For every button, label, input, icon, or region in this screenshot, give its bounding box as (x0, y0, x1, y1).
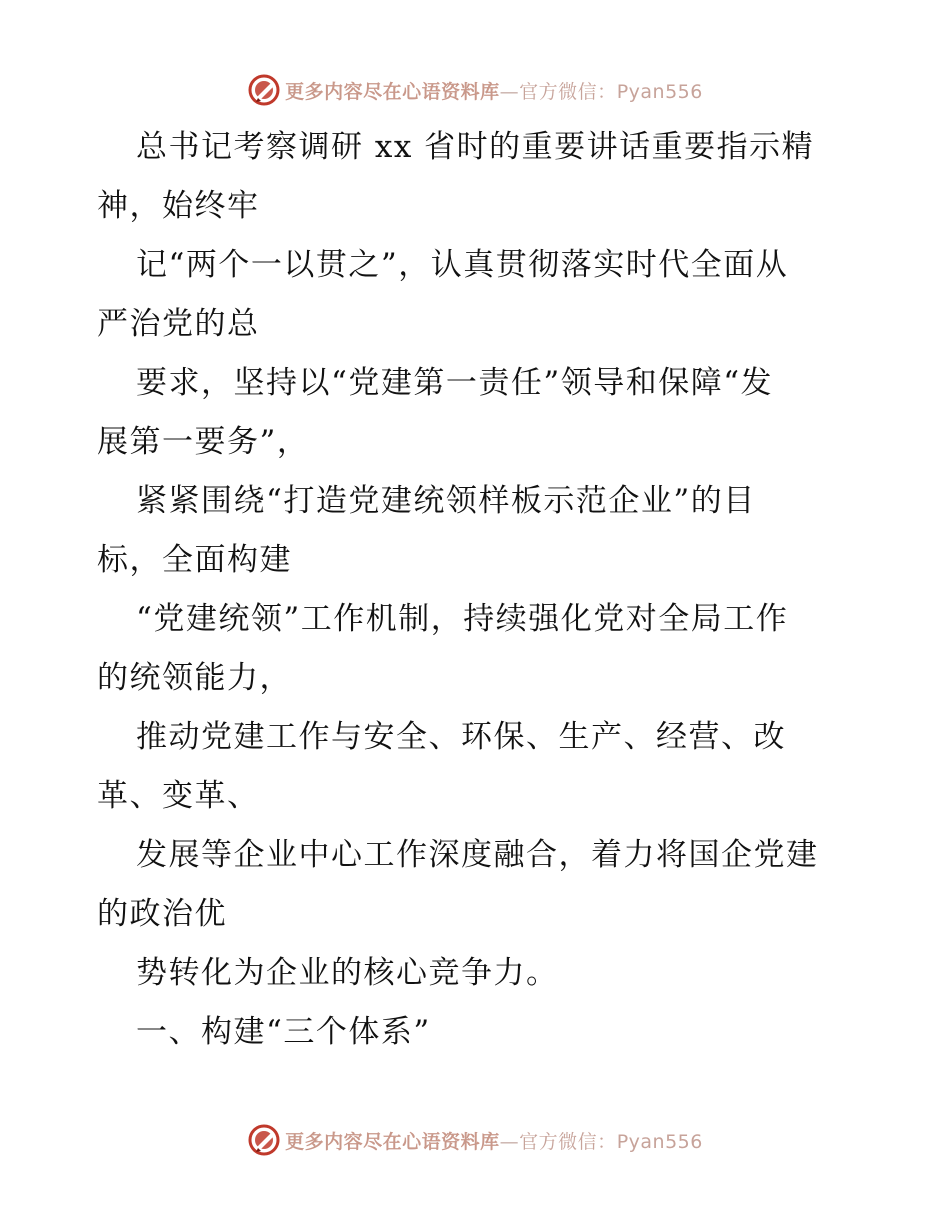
body-line: 紧紧围绕“打造党建统领样板示范企业”的目 (136, 483, 756, 519)
header-banner-text (285, 77, 703, 104)
document-body (97, 118, 877, 1062)
header-watermark-banner (0, 70, 950, 110)
body-line: 势转化为企业的核心竞争力。 (136, 955, 559, 991)
footer-banner-separator: — (499, 1130, 520, 1153)
header-banner-wechat-id: Pyan556 (616, 80, 703, 103)
body-line: 的政治优 (97, 896, 227, 932)
footer-watermark-banner (0, 1120, 950, 1160)
footer-banner-wechat-id: Pyan556 (616, 1130, 703, 1153)
header-banner-main: 更多内容尽在心语资料库 (285, 80, 500, 103)
body-line: 革、变革、 (97, 778, 260, 814)
section-heading: 一、构建“三个体系” (136, 1014, 431, 1050)
body-line: 记“两个一以贯之”，认真贯彻落实时代全面从 (136, 247, 789, 283)
header-banner-wechat-label: 官方微信： (519, 80, 617, 103)
pen-logo-icon (247, 1123, 281, 1157)
body-line: 严治党的总 (97, 306, 260, 342)
body-line: “党建统领”工作机制，持续强化党对全局工作 (136, 601, 789, 637)
footer-banner-text (285, 1127, 703, 1154)
footer-banner-main: 更多内容尽在心语资料库 (285, 1130, 500, 1153)
body-line: 推动党建工作与安全、环保、生产、经营、改 (136, 719, 786, 755)
body-line: 标，全面构建 (97, 542, 292, 578)
body-line: 神，始终牢 (97, 188, 260, 224)
body-line: 要求，坚持以“党建第一责任”领导和保障“发 (136, 365, 774, 401)
body-line: 发展等企业中心工作深度融合，着力将国企党建 (136, 837, 819, 873)
header-banner-separator: — (499, 80, 520, 103)
body-line: 展第一要务”， (97, 424, 310, 460)
body-line: 的统领能力， (97, 660, 292, 696)
footer-banner-wechat-label: 官方微信： (519, 1130, 617, 1153)
body-line: 总书记考察调研 xx 省时的重要讲话重要指示精 (136, 129, 815, 165)
pen-logo-icon (247, 73, 281, 107)
